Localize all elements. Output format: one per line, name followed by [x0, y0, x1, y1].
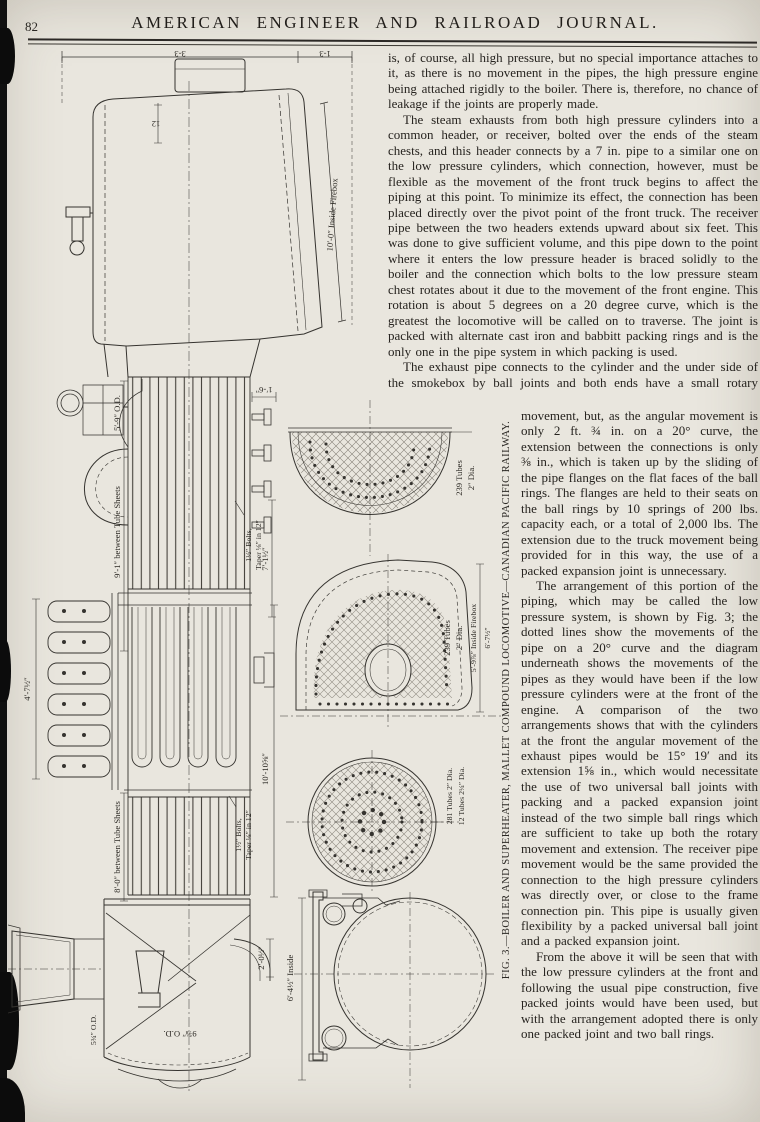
- dim-label-between-tube-sheets-8: 8′-0″ between Tube Sheets: [112, 801, 122, 893]
- scan-edge-artifact: [0, 0, 7, 1122]
- dim-label-bolts-1a: 1½″ Bolts,: [244, 528, 253, 562]
- paragraph: is, of course, all high pressure, but no special importance attaches to it, as there is no movement in the pipes, the high pressure engine being attached rigidly to the boiler. There is, therefore, no chance of leakage if the joints are properly made.: [388, 50, 758, 112]
- paragraph: The steam exhausts from both high pressure cylinders into a common header, or receiver, bolted over the ends of the steam chests, and this header connects by a 7 in. pipe to a similar one on the low pressure cylinders, which connection, however, must be flexible as the movement of the front truck begins to affect the piping at this point. To minimize its effect, the connection has been placed directly over the pivot point of the front truck. The receiver pipe between the two headers extends upward about six feet. This was done to give sufficient volume, and this pipe down to the point where it enters the low pressure header is braced solidly to the boiler and the connection which bolts to the low pressure steam chest rotates about it due to the movement of the front engine. This rotation is about 5 degrees on a 20 degree curve, which is the greatest the locomotive will be called on to traverse. The joint is packed with alternate cast iron and babbitt packing rings and is the only one in the pipe system in which packing is used.: [388, 111, 758, 359]
- dim-label-4-7: 4′-7½″: [22, 677, 32, 701]
- article-column-top: [388, 50, 758, 390]
- dim-label-7-1: 7′-1½″: [260, 547, 270, 571]
- section2-dim-label: 6′-7½″: [483, 627, 492, 649]
- dim-label-od-small: 5¾″ O.D.: [89, 1014, 98, 1046]
- dim-label-3-3: 3-3: [174, 49, 186, 59]
- paragraph: movement, but, as the angular movement is only 2 ft. ¾ in. on a 20° curve, the extension between the connections is only ⅜ in., which is taken up by the sliding of the pipe flanges on the flat faces of the ball rings. The flanges are held to their seats on the ball rings by 10 springs of 200 lbs. capacity each, or a total of 2,000 lbs. The extension due to the truck movement being provided for in this way, the use of a packed expansion joint is unnecessary.: [521, 408, 758, 578]
- dim-label-10-10: 10′-10⅝″: [260, 753, 270, 785]
- section3-label-line1: 281 Tubes 2″ Dia.: [445, 767, 454, 825]
- dim-label-1-3: 1-3: [319, 49, 331, 59]
- paragraph: From the above it will be seen that with the low pressure cylinders at the front and following the usual pipe construction, five packed joints would have been used, but with the arrangement adopted there is only one packed joint and two ball rings.: [521, 948, 758, 1042]
- section1-label-line2: 2″ Dia.: [466, 465, 476, 491]
- journal-masthead: AMERICAN ENGINEER AND RAILROAD JOURNAL.: [131, 13, 659, 32]
- article-column-narrow: [521, 408, 758, 1042]
- page-number: 82: [25, 19, 38, 34]
- section2-label-line1: 239 Tubes: [442, 620, 452, 656]
- paragraph: The exhaust pipe connects to the cylinder and the under side of the smokebox by ball joints and both ends have a small rotary: [388, 359, 758, 390]
- section4-inside-label: 6′-4½″ Inside: [285, 954, 295, 1002]
- dim-label-bolts-1b: Taper ⅛″ in 12″: [254, 520, 263, 570]
- dim-label-2-0: 2′-0½″: [256, 946, 266, 970]
- dim-label-12: 12: [151, 119, 161, 129]
- section1-label-line1: 239 Tubes: [454, 460, 464, 496]
- dim-label-bolts-2a: 1½″ Bolts,: [234, 818, 243, 852]
- paragraph: The arrangement of this portion of the piping, which may be called the low pressure system, is shown by Fig. 3; the dotted lines show the movements of the pipe on a 20° curve and the diagram underneath shows the movements of the pipes as they would have been if the low pressure cylinders were at the front of the engine. A comparison of the two arrangements shows that with the cylinders at the front the angular movement of the exhaust pipes would be 15° 19′ and its extension 1⅝ in., which would necessitate the use of two universal ball joints with packing and a packed expansion joint instead of the two simple ball rings which are sufficient to take up both the rotary movement and extension. The receiver pipe movement would be the same provided the connection to the high pressure cylinders was directly over, or close to the frame connection pin. This pipe is usually given flexibility by a packed universal ball joint and a packed expansion joint.: [521, 577, 758, 949]
- section2-label-line2: 2″ Dia.: [454, 625, 464, 651]
- dim-label-inside-firebox: 10′-0″ Inside Firebox: [324, 177, 340, 252]
- dim-label-bolts-2b: Taper ⅛″ in 12″: [244, 810, 253, 860]
- dim-label-od-rear: 5′-9″ O.D.: [112, 395, 122, 431]
- section2-firebox-width-label: 5′-9⅞″ Inside Firebox: [469, 603, 478, 673]
- boiler-cross-sections-drawing: [280, 398, 502, 1098]
- dim-label-between-tube-sheets-9: 9′-1″ between Tube Sheets: [112, 486, 122, 578]
- figure-caption: FIG. 3.—BOILER AND SUPERHEATER, MALLET COMPOUND LOCOMOTIVE—CANADIAN PACIFIC RAILWAY.: [501, 420, 512, 980]
- dim-label-1-6: 1′-6″: [255, 385, 273, 395]
- section3-label-line2: 12 Tubes 2¼″ Dia.: [457, 766, 466, 826]
- dim-label-od-front: 9⅝″ O.D.: [163, 1029, 197, 1039]
